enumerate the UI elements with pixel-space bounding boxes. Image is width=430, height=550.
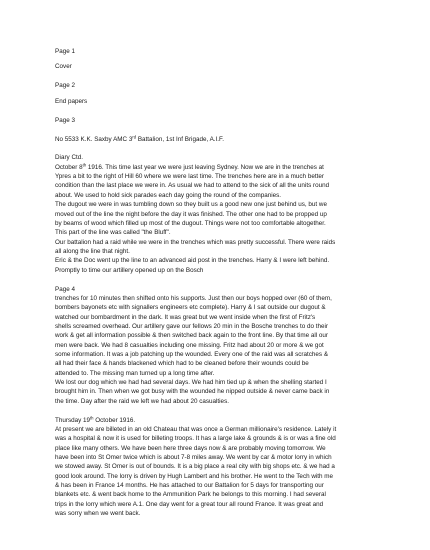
entry2-line: & has been in France 14 months. He has attached to our Battalion for 5 days for transporting our	[55, 481, 324, 489]
entry2-date: Thursday 19th October 1916.	[55, 415, 136, 424]
entry1-line: all along the line that night.	[55, 247, 130, 255]
toc-page2-item: End papers	[55, 97, 88, 105]
entry1-cont-line: the time. Day after the raid we left we had about 20 casualties.	[55, 397, 229, 405]
entry2-line: good look around. The lorry is driven by Hugh Lambert and his brother. He went to the Tech with me	[55, 472, 334, 480]
entry1-cont-line: men were back. We had 8 casualties including one missing. Fritz had about 20 or more & we got	[55, 341, 324, 349]
toc-page2-heading: Page 2	[55, 82, 75, 90]
entry1-line: Ypres a bit to the right of Hill 60 where we were last time. The trenches here are in a much better	[55, 173, 324, 181]
entry1-line: Our battalion had a raid while we were in the trenches which was pretty successful. There were raids	[55, 238, 336, 246]
soldier-identification: No 5533 K.K. Saxby AMC 3rd Battalion, 1st Inf Brigade, A.I.F.	[55, 134, 224, 143]
entry2-line: was a hospital & now it is used for billeting troops. It has a large lake & grounds & is or was a fine old	[55, 435, 336, 443]
page4-heading: Page 4	[55, 285, 75, 293]
toc-page1-heading: Page 1	[55, 48, 75, 55]
entry2-line: blankets etc. & went back home to the Ammunition Park he belongs to this morning. I had several	[55, 491, 326, 499]
entry1-line: Promptly to time our artillery opened up on the Bosch	[55, 266, 204, 274]
entry1-cont-line: trenches for 10 minutes then shifted onto his supports. Just then our boys hopped over (60 of them,	[55, 294, 332, 302]
entry1-cont-line: shells screamed overhead. Our artillery gave our fellows 20 min in the Bosche trenches to do their	[55, 322, 329, 330]
entry1-cont-line: brought him in. Then when we got busy with the wounded he nipped outside & never came back in	[55, 388, 330, 396]
entry1-cont-line: some information. It was a job patching up the wounded. Every one of the raid was all scratches &	[55, 350, 329, 358]
entry2-line: trips in the lorry which were A.1. One day went for a great tour all round France. It was great and	[55, 500, 324, 508]
entry1-line: moved out of the line the night before the day it was finished. The other one had to be propped up	[55, 210, 327, 218]
entry2-line: we stowed away. St Omer is out of bounds. It is a big place a real city with big shops etc. & we had a	[55, 463, 335, 471]
entry1-line: Eric & the Doc went up the line to an advanced aid post in the trenches. Harry & I were left behind.	[55, 257, 330, 265]
diary-title: Diary Ctd.	[55, 154, 83, 162]
entry2-line: At present we are billeted in an old Chateau that was once a German millionaire's residence. Lately it	[55, 425, 337, 433]
entry1-line: The dugout we were in was tumbling down so they built us a good new one just behind us, but we	[55, 201, 327, 209]
toc-page1-item: Cover	[55, 63, 72, 71]
entry1-cont-line: bombers bayonets etc with signallers engineers etc complete). Harry & I sat outside our dugout &	[55, 304, 326, 312]
entry1-cont-line: work & get all information possible & then switched back again to the front line. By that time all our	[55, 332, 329, 340]
entry2-line: have been into St Omer twice which is about 7-8 miles away. We went by car & motor lorry in which	[55, 453, 332, 461]
entry1-cont-line: watched our bombardment in the dark. It was great but we went inside when the first of Fritz's	[55, 313, 316, 321]
entry1-cont-line: We lost our dog which we had had several days. We had him tied up & when the shelling started I	[55, 378, 327, 386]
toc-page3-heading: Page 3	[55, 116, 75, 124]
entry1-line: condition than the last place we were in. As usual we had to attend to the sick of all the units round	[55, 182, 330, 190]
entry1-date-line: October 8th 1916. This time last year we were just leaving Sydney. Now we are in the trenches at	[55, 162, 324, 171]
entry1-line: This part of the line was called "the Bluff".	[55, 229, 171, 237]
entry1-line: about. We used to hold sick parades each day going the round of the companies.	[55, 191, 282, 199]
entry1-line: by beams of wood which filled up most of the dugout. Things were not too comfortable altogether.	[55, 219, 326, 227]
entry1-cont-line: attended to. The missing man turned up a long time after.	[55, 369, 215, 377]
entry2-line: was sorry when we went back.	[55, 510, 141, 517]
entry1-cont-line: all had their face & hands blackened which had to be cleaned before their wounds could be	[55, 360, 309, 368]
entry2-line: place like many others. We have been here three days now & are probably moving tomorrow. We	[55, 444, 326, 452]
